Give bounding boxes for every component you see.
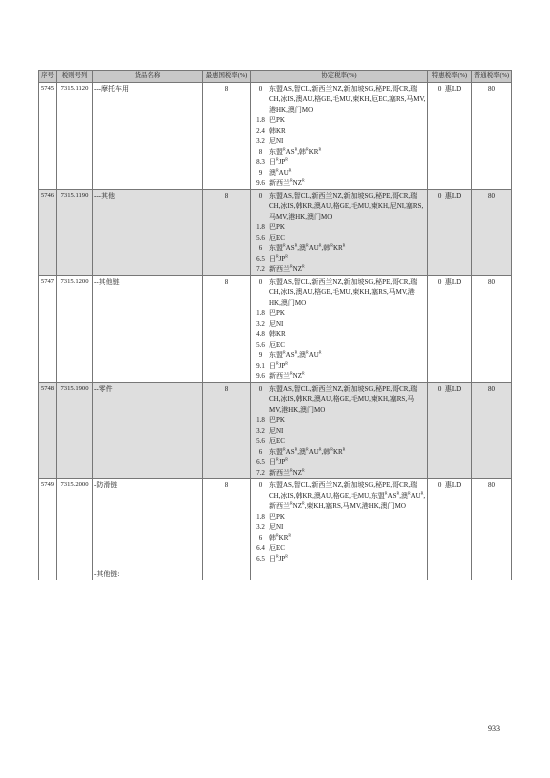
country-text: 巴PK xyxy=(269,416,285,424)
agreement-rate-value: 6.4 xyxy=(256,544,265,552)
country-text: 巴PK xyxy=(269,223,285,231)
country-text: AU xyxy=(308,351,319,359)
country-text: ,韩 xyxy=(321,244,331,252)
rate-superscript: R xyxy=(294,146,298,152)
country-text: ,韩 xyxy=(297,147,307,156)
rate-superscript: R xyxy=(288,167,292,173)
country-text: 韩KR xyxy=(269,126,286,135)
agreement-rate-line xyxy=(252,136,426,147)
agreement-rate-value: 6 xyxy=(258,447,263,456)
country-text: JP xyxy=(278,554,286,563)
agreement-rate-value: 9 xyxy=(258,168,263,177)
rate-superscript: R xyxy=(276,553,279,559)
agreement-rate-line xyxy=(252,319,426,330)
country-text: JP xyxy=(278,458,286,466)
row-mfn-rate: 8 xyxy=(203,382,251,479)
country-text: 巴PK xyxy=(269,116,285,124)
rate-superscript: R xyxy=(302,370,305,376)
row-agreement-rates xyxy=(251,479,428,569)
rate-superscript: R xyxy=(330,242,333,248)
row-general-rate: 80 xyxy=(472,275,512,382)
special-rate-label: 惠LD xyxy=(444,191,462,200)
special-rate-value: 0 xyxy=(437,191,442,200)
agreement-rate-line xyxy=(252,308,426,319)
trailing-cell xyxy=(428,568,472,580)
rate-superscript: R xyxy=(302,467,305,473)
agreement-rate-line xyxy=(252,426,426,437)
row-goods-name: --零件 xyxy=(93,382,203,479)
special-rate-label: 惠LD xyxy=(444,277,462,286)
agreement-rate-line xyxy=(252,554,426,565)
table-row xyxy=(39,82,512,189)
agreement-rate-value: 3.2 xyxy=(256,426,265,435)
rate-superscript: R xyxy=(285,456,288,462)
country-text: ,柬KH,塞RS,马MV,港HK,澳门MO xyxy=(304,502,406,510)
country-text: 新西兰 xyxy=(269,179,290,187)
agreement-rate-value: 3.2 xyxy=(256,319,265,328)
row-general-rate: 80 xyxy=(472,382,512,479)
rate-superscript: R xyxy=(384,490,388,496)
rate-superscript: R xyxy=(318,349,322,355)
country-text: 日 xyxy=(269,158,276,166)
agreement-countries xyxy=(269,168,426,179)
agreement-countries xyxy=(269,543,426,554)
agreement-countries xyxy=(269,329,426,340)
country-text: AS xyxy=(387,491,397,500)
rate-superscript: R xyxy=(318,446,322,452)
agreement-rate-value: 0 xyxy=(258,84,263,93)
agreement-rate-line xyxy=(252,361,426,372)
agreement-rate-line xyxy=(252,512,426,523)
row-seq: 5748 xyxy=(39,382,57,479)
country-text: 韩 xyxy=(269,533,276,542)
agreement-countries xyxy=(269,457,426,468)
rate-superscript: R xyxy=(294,446,298,452)
agreement-rate-line xyxy=(252,457,426,468)
agreement-countries xyxy=(269,468,426,479)
country-text: 日 xyxy=(269,361,276,370)
col-seq: 序号 xyxy=(39,71,57,83)
row-goods-name: --其他链 xyxy=(93,275,203,382)
rate-superscript: R xyxy=(290,263,293,269)
rate-superscript: R xyxy=(420,490,424,496)
rate-superscript: R xyxy=(285,253,288,259)
rate-superscript: R xyxy=(342,446,346,452)
country-text: ,澳 xyxy=(297,447,307,456)
agreement-countries xyxy=(269,350,426,361)
agreement-rate-value: 4.8 xyxy=(256,330,265,338)
country-text: AS xyxy=(285,447,295,456)
agreement-countries xyxy=(269,178,426,189)
country-text: 巴PK xyxy=(269,512,285,521)
agreement-rate-line xyxy=(252,178,426,189)
country-text: KR xyxy=(332,447,343,456)
agreement-rate-line xyxy=(252,384,426,416)
agreement-rate-line xyxy=(252,329,426,340)
country-text: NZ xyxy=(292,372,303,380)
country-text: 厄EC xyxy=(269,437,285,445)
agreement-countries xyxy=(269,243,426,254)
agreement-rate-value: 1.8 xyxy=(256,512,265,521)
country-text: NZ xyxy=(292,265,303,273)
rate-superscript: R xyxy=(306,242,309,248)
agreement-rate-line xyxy=(252,415,426,426)
col-mfn: 最惠国税率(%) xyxy=(203,71,251,83)
agreement-countries xyxy=(269,254,426,265)
country-text: ,新西兰 xyxy=(269,491,426,510)
agreement-rate-value: 9 xyxy=(258,351,263,359)
country-text: AS xyxy=(285,244,295,252)
country-text: AS xyxy=(285,351,295,359)
agreement-rate-value: 8 xyxy=(258,147,263,156)
agreement-rate-line xyxy=(252,115,426,126)
rate-superscript: R xyxy=(283,146,286,152)
country-text: ,澳 xyxy=(297,244,307,252)
agreement-countries xyxy=(269,533,426,544)
country-text: 厄EC xyxy=(269,340,285,349)
country-text: 新西兰 xyxy=(269,468,290,477)
row-tariff-code: 7315.1200 xyxy=(57,275,93,382)
agreement-rate-value: 6 xyxy=(258,244,263,252)
country-text: AU xyxy=(308,244,319,252)
row-seq: 5749 xyxy=(39,479,57,569)
trailing-goods-name: -其他链: xyxy=(93,568,203,580)
agreement-rate-line xyxy=(252,543,426,554)
special-rate-label: 惠LD xyxy=(444,481,462,489)
agreement-rate-value: 2.4 xyxy=(256,126,265,135)
agreement-rate-line xyxy=(252,468,426,479)
agreement-rate-value: 0 xyxy=(258,191,263,200)
agreement-countries xyxy=(269,415,426,426)
agreement-countries xyxy=(269,115,426,126)
agreement-rate-line xyxy=(252,168,426,179)
country-text: NZ xyxy=(292,502,303,510)
agreement-countries xyxy=(269,233,426,244)
rate-superscript: R xyxy=(407,490,411,496)
row-agreement-rates xyxy=(251,82,428,189)
rate-superscript: R xyxy=(285,360,288,366)
agreement-countries xyxy=(269,308,426,319)
country-text: 厄EC xyxy=(269,233,285,242)
agreement-rate-line xyxy=(252,191,426,223)
agreement-rate-value: 0 xyxy=(258,277,263,286)
col-code: 税则号列 xyxy=(57,71,93,83)
agreement-countries xyxy=(269,84,426,116)
row-agreement-rates xyxy=(251,189,428,275)
row-special-rate xyxy=(428,382,472,479)
row-tariff-code: 7315.1190 xyxy=(57,189,93,275)
agreement-rate-value: 5.6 xyxy=(256,437,265,445)
rate-superscript: R xyxy=(290,177,293,183)
agreement-rate-line xyxy=(252,264,426,275)
agreement-countries xyxy=(269,361,426,372)
agreement-countries xyxy=(269,126,426,137)
rate-superscript: R xyxy=(302,263,305,269)
country-text: AU xyxy=(308,447,319,456)
special-rate-value: 0 xyxy=(437,481,442,489)
row-agreement-rates xyxy=(251,382,428,479)
trailing-cell xyxy=(57,568,93,580)
agreement-rate-value: 9.1 xyxy=(256,361,265,370)
special-rate-label: 惠LD xyxy=(444,384,462,393)
agreement-rate-value: 0 xyxy=(258,481,263,489)
agreement-rate-line xyxy=(252,84,426,116)
row-mfn-rate: 8 xyxy=(203,479,251,569)
agreement-countries xyxy=(269,480,426,512)
row-tariff-code: 7315.2000 xyxy=(57,479,93,569)
agreement-rate-value: 1.8 xyxy=(256,223,265,231)
country-text: 东盟 xyxy=(269,147,283,156)
row-seq: 5747 xyxy=(39,275,57,382)
table-row xyxy=(39,382,512,479)
country-text: 巴PK xyxy=(269,309,285,317)
country-text: 东盟AS,智CL,新西兰NZ,新加坡SG,秘PE,哥CR,瑞CH,冰IS,韩KR,澳AU,格GE,毛MU,柬KH,尼NI,塞RS,马MV,港HK,澳门MO xyxy=(269,191,424,221)
country-text: 东盟AS,智CL,新西兰NZ,新加坡SG,秘PE,哥CR,瑞CH,冰IS,澳AU,格GE,毛MU,柬KH,塞RS,马MV,港HK,澳门MO xyxy=(269,277,418,307)
agreement-countries xyxy=(269,136,426,147)
row-agreement-rates xyxy=(251,275,428,382)
agreement-rate-value: 9.6 xyxy=(256,372,265,380)
agreement-rate-line xyxy=(252,126,426,137)
agreement-rate-line xyxy=(252,277,426,309)
row-special-rate xyxy=(428,82,472,189)
rate-superscript: R xyxy=(306,349,309,355)
country-text: 日 xyxy=(269,254,276,263)
rate-superscript: R xyxy=(396,490,400,496)
rate-superscript: R xyxy=(288,532,292,538)
table-row-trailing xyxy=(39,568,512,580)
row-general-rate: 80 xyxy=(472,189,512,275)
agreement-rate-line xyxy=(252,243,426,254)
rate-superscript: R xyxy=(318,242,322,248)
row-special-rate xyxy=(428,189,472,275)
country-text: JP xyxy=(278,254,286,263)
rate-superscript: R xyxy=(306,146,309,152)
agreement-countries xyxy=(269,277,426,309)
country-text: ,韩 xyxy=(321,447,331,456)
country-text: 新西兰 xyxy=(269,265,290,273)
agreement-rate-line xyxy=(252,480,426,512)
rate-superscript: R xyxy=(290,500,293,506)
country-text: 东盟 xyxy=(269,244,283,252)
agreement-countries xyxy=(269,191,426,223)
row-mfn-rate: 8 xyxy=(203,82,251,189)
agreement-rate-value: 0 xyxy=(258,384,263,393)
agreement-rate-line xyxy=(252,371,426,382)
country-text: 新西兰 xyxy=(269,372,290,380)
row-mfn-rate: 8 xyxy=(203,189,251,275)
agreement-countries xyxy=(269,426,426,437)
trailing-cell xyxy=(251,568,428,580)
agreement-countries xyxy=(269,147,426,158)
row-goods-name: -防滑链 xyxy=(93,479,203,569)
country-text: NZ xyxy=(292,179,303,187)
agreement-rate-value: 6.5 xyxy=(256,458,265,466)
country-text: AU xyxy=(410,491,421,500)
rate-superscript: R xyxy=(276,456,279,462)
row-mfn-rate: 8 xyxy=(203,275,251,382)
table-row xyxy=(39,275,512,382)
row-goods-name: ---其他 xyxy=(93,189,203,275)
table-row xyxy=(39,189,512,275)
rate-superscript: R xyxy=(302,177,305,183)
rate-superscript: R xyxy=(276,360,279,366)
agreement-rate-line xyxy=(252,233,426,244)
agreement-rate-value: 3.2 xyxy=(256,137,265,145)
rate-superscript: R xyxy=(283,349,286,355)
page-number: 933 xyxy=(488,724,500,733)
agreement-rate-value: 1.8 xyxy=(256,309,265,317)
country-text: AU xyxy=(278,168,289,177)
agreement-rate-line xyxy=(252,157,426,168)
agreement-rate-value: 9.6 xyxy=(256,179,265,187)
rate-superscript: R xyxy=(285,553,288,559)
agreement-countries xyxy=(269,384,426,416)
agreement-rate-line xyxy=(252,350,426,361)
country-text: ,澳 xyxy=(399,491,408,500)
country-text: 尼NI xyxy=(269,426,284,435)
agreement-rate-value: 5.6 xyxy=(256,340,265,349)
agreement-countries xyxy=(269,340,426,351)
rate-superscript: R xyxy=(302,500,305,506)
country-text: 厄EC xyxy=(269,544,285,552)
country-text: 东盟AS,智CL,新西兰NZ,新加坡SG,秘PE,哥CR,瑞CH,冰IS,韩KR,澳AU,格GE,毛MU,东盟 xyxy=(269,481,418,500)
col-agreement: 协定税率(%) xyxy=(251,71,428,83)
rate-superscript: R xyxy=(318,146,322,152)
country-text: 尼NI xyxy=(269,523,284,531)
agreement-rate-value: 1.8 xyxy=(256,116,265,124)
agreement-countries xyxy=(269,512,426,523)
row-general-rate: 80 xyxy=(472,479,512,569)
rate-superscript: R xyxy=(283,242,286,248)
agreement-rate-value: 6 xyxy=(258,533,263,542)
agreement-rate-line xyxy=(252,254,426,265)
col-general: 普通税率(%) xyxy=(472,71,512,83)
special-rate-label: 惠LD xyxy=(444,84,462,93)
rate-superscript: R xyxy=(294,349,298,355)
special-rate-value: 0 xyxy=(437,84,442,93)
rate-superscript: R xyxy=(290,370,293,376)
country-text: 日 xyxy=(269,554,276,563)
country-text: 东盟AS,智CL,新西兰NZ,新加坡SG,秘PE,哥CR,瑞CH,冰IS,澳AU,格GE,毛MU,柬KH,厄EC,塞RS,马MV,港HK,澳门MO xyxy=(269,84,426,114)
country-text: JP xyxy=(278,158,286,166)
row-special-rate xyxy=(428,275,472,382)
rate-superscript: R xyxy=(290,467,293,473)
agreement-rate-value: 8.3 xyxy=(256,158,265,166)
rate-superscript: R xyxy=(283,446,286,452)
col-special: 特惠税率(%) xyxy=(428,71,472,83)
country-text: 尼NI xyxy=(269,319,284,328)
rate-superscript: R xyxy=(276,156,279,162)
table-header xyxy=(39,71,512,83)
agreement-rate-value: 6.5 xyxy=(256,554,265,563)
agreement-rate-value: 6.5 xyxy=(256,254,265,263)
row-seq: 5745 xyxy=(39,82,57,189)
agreement-countries xyxy=(269,264,426,275)
special-rate-value: 0 xyxy=(437,277,442,286)
country-text: 日 xyxy=(269,458,276,466)
country-text: 韩KR xyxy=(269,330,286,338)
agreement-rate-value: 7.2 xyxy=(256,468,265,477)
rate-superscript: R xyxy=(276,253,279,259)
country-text: KR xyxy=(278,533,289,542)
table-row xyxy=(39,479,512,569)
agreement-rate-line xyxy=(252,147,426,158)
country-text: AS xyxy=(285,147,295,156)
agreement-countries xyxy=(269,222,426,233)
agreement-rate-value: 7.2 xyxy=(256,265,265,273)
agreement-rate-line xyxy=(252,436,426,447)
trailing-cell xyxy=(203,568,251,580)
country-text: JP xyxy=(278,361,286,370)
rate-superscript: R xyxy=(330,446,333,452)
agreement-countries xyxy=(269,554,426,565)
row-tariff-code: 7315.1120 xyxy=(57,82,93,189)
rate-superscript: R xyxy=(306,446,309,452)
row-general-rate: 80 xyxy=(472,82,512,189)
country-text: NZ xyxy=(292,468,303,477)
rate-superscript: R xyxy=(294,242,298,248)
country-text: ,澳 xyxy=(297,351,307,359)
country-text: KR xyxy=(332,244,343,252)
agreement-rate-value: 1.8 xyxy=(256,416,265,424)
agreement-countries xyxy=(269,157,426,168)
country-text: KR xyxy=(308,147,319,156)
agreement-countries xyxy=(269,371,426,382)
country-text: 东盟AS,智CL,新西兰NZ,新加坡SG,秘PE,哥CR,瑞CH,冰IS,韩KR,澳AU,格GE,毛MU,柬KH,塞RS,马MV,港HK,澳门MO xyxy=(269,384,418,414)
country-text: 东盟 xyxy=(269,351,283,359)
agreement-rate-line xyxy=(252,340,426,351)
row-goods-name: ---摩托车用 xyxy=(93,82,203,189)
agreement-rate-line xyxy=(252,222,426,233)
trailing-cell xyxy=(472,568,512,580)
country-text: 澳 xyxy=(269,168,276,177)
trailing-cell xyxy=(39,568,57,580)
agreement-rate-line xyxy=(252,522,426,533)
agreement-countries xyxy=(269,319,426,330)
rate-superscript: R xyxy=(276,167,279,173)
special-rate-value: 0 xyxy=(437,384,442,393)
row-tariff-code: 7315.1900 xyxy=(57,382,93,479)
agreement-countries xyxy=(269,436,426,447)
col-name: 货品名称 xyxy=(93,71,203,83)
agreement-countries xyxy=(269,522,426,533)
rate-superscript: R xyxy=(285,156,288,162)
country-text: 东盟 xyxy=(269,447,283,456)
agreement-rate-line xyxy=(252,533,426,544)
agreement-rate-value: 5.6 xyxy=(256,233,265,242)
country-text: 尼NI xyxy=(269,137,284,145)
tariff-table xyxy=(38,70,512,580)
row-special-rate xyxy=(428,479,472,569)
row-seq: 5746 xyxy=(39,189,57,275)
agreement-countries xyxy=(269,447,426,458)
agreement-rate-value: 3.2 xyxy=(256,523,265,531)
rate-superscript: R xyxy=(342,242,346,248)
agreement-rate-line xyxy=(252,447,426,458)
rate-superscript: R xyxy=(276,532,279,538)
